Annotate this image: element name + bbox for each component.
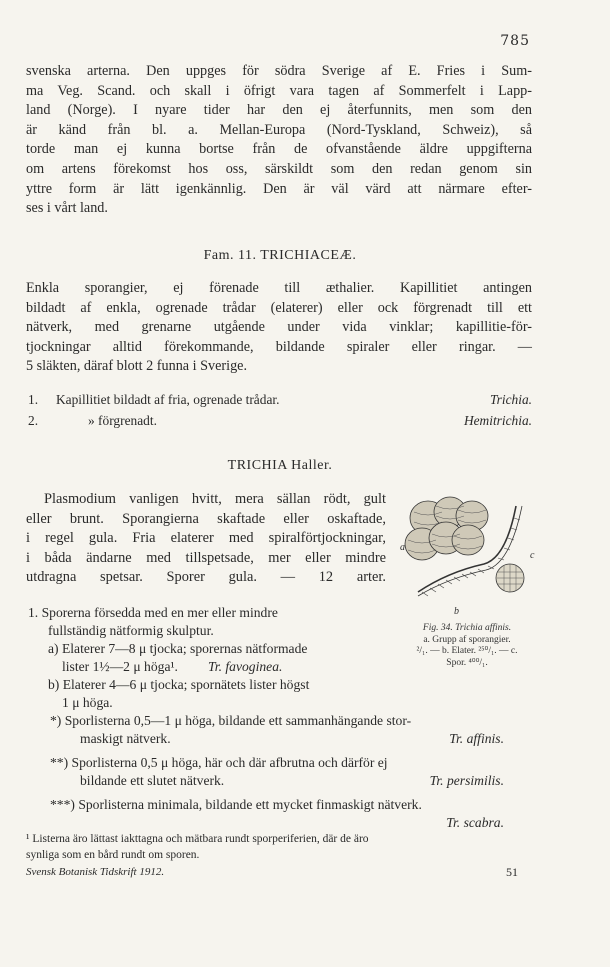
species-name: Tr. favoginea.: [208, 659, 283, 674]
intro-line: yttre form är lätt igenkännlig. Den är väl värd att närmare efter-: [26, 180, 532, 197]
family-heading: Fam. 11. TRICHIACEÆ.: [203, 248, 357, 263]
species-key-line: 1. Sporerna försedda med en mer eller mindre: [28, 605, 278, 620]
genus-line: Plasmodium vanligen hvitt, mera sällan rödt, gult: [44, 491, 386, 507]
species-name: Tr. scabra.: [446, 815, 504, 830]
family-line: Enkla sporangier, ej förenade till æthalier. Kapillitiet antingen: [26, 280, 532, 296]
genus-line: eller brunt. Sporangierna skaftade eller oskaftade,: [26, 510, 386, 527]
figure-trichia-affinis: [388, 492, 548, 620]
key-number: 1.: [28, 392, 39, 407]
species-key-line: b) Elaterer 4—6 μ tjocka; spornätets lister högst: [48, 677, 310, 692]
species-key-text: lister 1½—2 μ höga¹.: [62, 659, 178, 674]
key-text: » förgrenadt.: [88, 413, 157, 428]
species-key-line: [50, 814, 534, 832]
family-line: tjockningar alltid förekommande, bildande spiraler eller ringar. —: [26, 338, 532, 355]
footnote: [26, 832, 534, 863]
species-subkey: [50, 712, 534, 832]
page-number: 785: [500, 33, 530, 49]
figure-label-c: c: [530, 550, 535, 561]
caption-line: Spor. ⁴⁰⁰/₁.: [446, 657, 488, 668]
caption-line: a. Grupp af sporangier.: [423, 634, 511, 645]
genus-line: i båda ändarne med tillspetsade, mer eller mindre: [26, 549, 386, 566]
species-key-line: *) Sporlisterna 0,5—1 μ höga, bildande ett sammanhängande stor-: [50, 713, 412, 728]
intro-line: svenska arterna. Den uppges för södra Sverige af E. Fries i Sum-: [26, 63, 532, 79]
species-key-text: maskigt nätverk.: [80, 731, 171, 746]
species-key-text: bildande ett slutet nätverk.: [80, 773, 225, 788]
key-number: 2.: [28, 413, 39, 428]
family-line: nätverk, med grenarne utgående under vida vinklar; kapillitie-för-: [26, 319, 532, 336]
folio-number: 51: [506, 865, 518, 879]
family-paragraph: [26, 279, 532, 377]
caption-line: Fig. 34. Trichia affinis.: [422, 623, 512, 633]
figure-label-a: a: [400, 542, 405, 553]
species-key-line: **) Sporlisterna 0,5 μ höga, här och där afbrutna och därför ej: [50, 755, 388, 770]
intro-line: om artens förekomst hos oss, särskildt som den redan genom sin: [26, 160, 532, 177]
key-taxon: Trichia.: [489, 392, 532, 407]
caption-line: ²/₁. — b. Elater. ²⁵⁰/₁. — c.: [416, 646, 518, 656]
family-line: bildadt af enkla, ogrenade trådar (elaterer) eller ock förgrenadt till ett: [26, 299, 532, 316]
family-line: 5 släkten, däraf blott 2 funna i Sverige.: [26, 358, 248, 375]
species-name: Tr. persimilis.: [429, 773, 504, 788]
species-key-line: a) Elaterer 7—8 μ tjocka; sporernas nätformade: [48, 641, 308, 656]
genus-paragraph: [26, 490, 386, 588]
species-key-line: [50, 772, 534, 790]
footnote-line: ¹ Listerna äro lättast iakttagna och mätbara rundt sporperiferien, där de äro: [26, 833, 369, 845]
intro-paragraph: [26, 62, 532, 219]
intro-line: ma Veg. Scand. och skall i öfrigt vara tagen af Sommerfelt i Lapp-: [26, 82, 532, 99]
species-key-line: [28, 658, 388, 676]
journal-title: Svensk Botanisk Tidskrift 1912.: [26, 866, 165, 878]
footnote-line: synliga som en bård rundt om sporen.: [26, 848, 200, 861]
species-key-line: ***) Sporlisterna minimala, bildande ett mycket finmaskigt nätverk.: [50, 797, 422, 812]
genus-line: utdragna spetsar. Sporer gula. — 12 arter.: [26, 569, 386, 586]
intro-line: land (Norge). I nyare tider har den ej återfunnits, men som den: [26, 102, 532, 119]
intro-line: ses i vårt land.: [26, 200, 108, 217]
species-key-line: [50, 730, 534, 748]
key-taxon: Hemitrichia.: [463, 413, 532, 428]
intro-line: torde man ej kunna bortse från de ofvanstående äldre uppgifterna: [26, 141, 532, 158]
species-key-line: 1 μ höga.: [62, 695, 113, 710]
species-name: Tr. affinis.: [449, 731, 504, 746]
intro-line: är känd från bl. a. Mellan-Europa (Nord-Tyskland, Schweiz), så: [26, 121, 532, 138]
species-key-line: fullständig nätformig skulptur.: [48, 623, 214, 638]
sporangia-cluster: [405, 497, 488, 560]
species-key: [28, 604, 388, 712]
genus-line: i regel gula. Fria elaterer med spiralförtjockningar,: [26, 530, 386, 547]
key-text: Kapillitiet bildadt af fria, ogrenade trådar.: [56, 392, 280, 407]
genus-heading: TRICHIA Haller.: [227, 458, 333, 473]
figure-label-b: b: [454, 606, 459, 617]
figure-caption: [392, 623, 542, 669]
